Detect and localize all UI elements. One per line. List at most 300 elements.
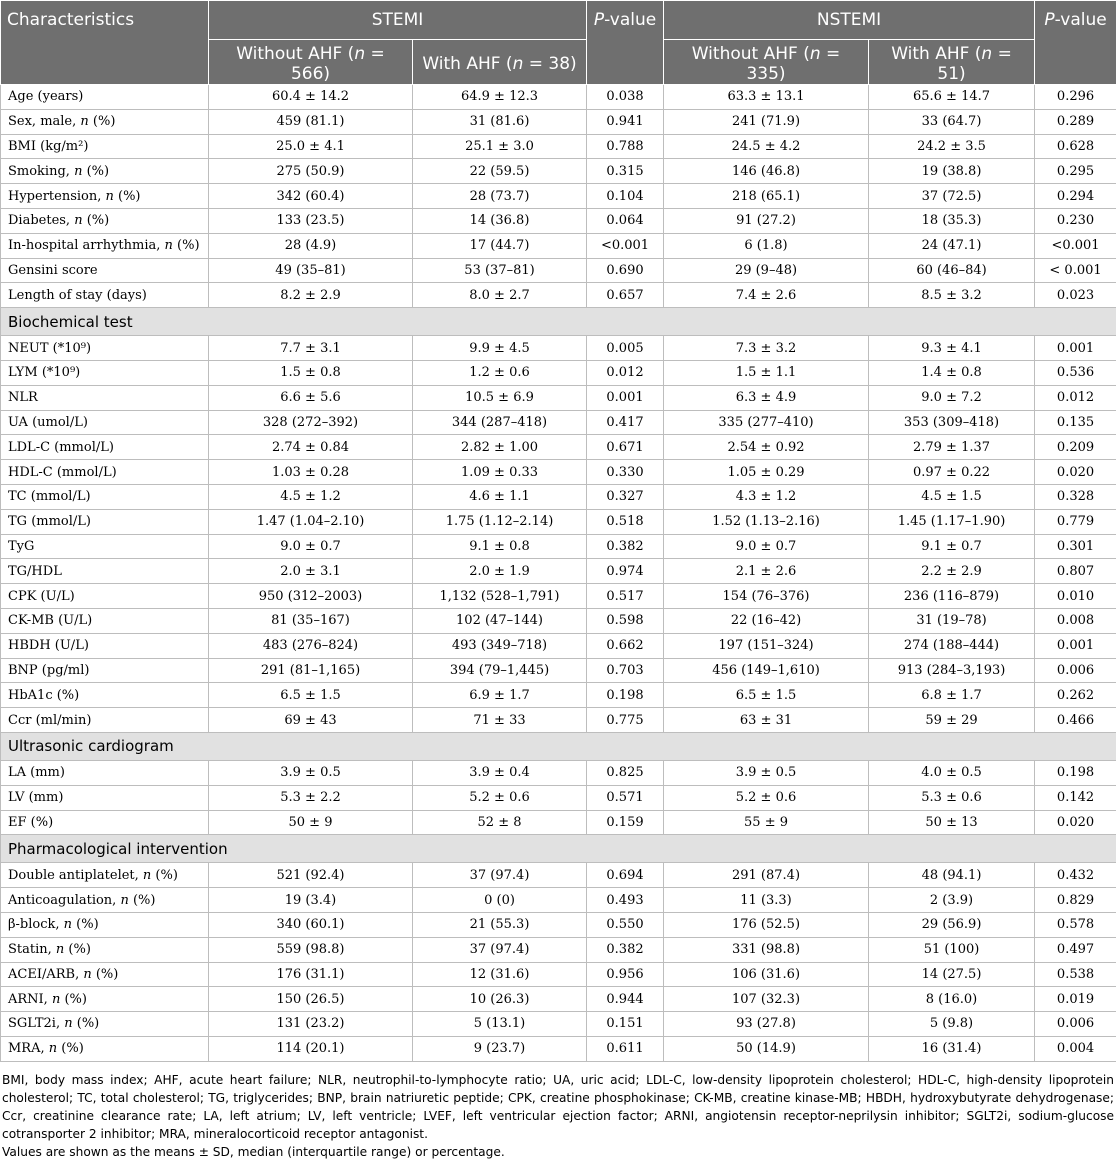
stemi-p-value: 0.330 <box>587 460 664 485</box>
stemi-without-ahf-value: 521 (92.4) <box>209 863 413 888</box>
nstemi-with-ahf-value: 60 (46–84) <box>869 258 1035 283</box>
nstemi-p-value: 0.289 <box>1035 109 1116 134</box>
nstemi-p-value: 0.578 <box>1035 912 1116 937</box>
row-label: ARNI, n (%) <box>1 987 209 1012</box>
stemi-p-value: 0.671 <box>587 435 664 460</box>
nstemi-with-ahf-value: 5.3 ± 0.6 <box>869 785 1035 810</box>
row-label: Gensini score <box>1 258 209 283</box>
stemi-without-ahf-value: 60.4 ± 14.2 <box>209 85 413 110</box>
nstemi-without-ahf-value: 4.3 ± 1.2 <box>664 484 869 509</box>
stemi-with-ahf-value: 12 (31.6) <box>413 962 587 987</box>
stemi-p-value: 0.315 <box>587 159 664 184</box>
table-row <box>1 85 1116 110</box>
nstemi-without-ahf-value: 55 ± 9 <box>664 810 869 835</box>
nstemi-with-ahf-value: 9.1 ± 0.7 <box>869 534 1035 559</box>
nstemi-without-ahf-value: 7.4 ± 2.6 <box>664 283 869 308</box>
stemi-with-ahf-value: 493 (349–718) <box>413 633 587 658</box>
stemi-with-ahf-value: 14 (36.8) <box>413 208 587 233</box>
section-title: Pharmacological intervention <box>1 835 1116 863</box>
stemi-with-ahf-value: 0 (0) <box>413 888 587 913</box>
table-body <box>1 85 1116 1062</box>
row-label: In-hospital arrhythmia, n (%) <box>1 233 209 258</box>
row-label: BNP (pg/ml) <box>1 658 209 683</box>
stemi-p-value: 0.690 <box>587 258 664 283</box>
stemi-without-ahf-value: 1.5 ± 0.8 <box>209 360 413 385</box>
row-label: SGLT2i, n (%) <box>1 1012 209 1037</box>
stemi-with-ahf-value: 2.82 ± 1.00 <box>413 435 587 460</box>
nstemi-without-ahf-value: 29 (9–48) <box>664 258 869 283</box>
stemi-p-value: 0.825 <box>587 760 664 785</box>
nstemi-without-ahf-value: 6.5 ± 1.5 <box>664 683 869 708</box>
nstemi-without-ahf-value: 1.5 ± 1.1 <box>664 360 869 385</box>
stemi-with-ahf-value: 53 (37–81) <box>413 258 587 283</box>
nstemi-without-ahf-value: 24.5 ± 4.2 <box>664 134 869 159</box>
nstemi-p-value: 0.779 <box>1035 509 1116 534</box>
nstemi-p-value: <0.001 <box>1035 233 1116 258</box>
nstemi-p-value: 0.536 <box>1035 360 1116 385</box>
table-row <box>1 658 1116 683</box>
nstemi-without-ahf-value: 63.3 ± 13.1 <box>664 85 869 110</box>
nstemi-p-value: 0.432 <box>1035 863 1116 888</box>
stemi-p-value: 0.417 <box>587 410 664 435</box>
stemi-with-ahf-value: 8.0 ± 2.7 <box>413 283 587 308</box>
section-header <box>1 732 1116 760</box>
stemi-with-ahf-value: 1.75 (1.12–2.14) <box>413 509 587 534</box>
nstemi-with-ahf-value: 5 (9.8) <box>869 1012 1035 1037</box>
stemi-without-ahf-value: 483 (276–824) <box>209 633 413 658</box>
row-label: UA (umol/L) <box>1 410 209 435</box>
row-label: Hypertension, n (%) <box>1 184 209 209</box>
stemi-p-value: 0.662 <box>587 633 664 658</box>
nstemi-without-ahf-value: 1.05 ± 0.29 <box>664 460 869 485</box>
stemi-without-ahf-value: 49 (35–81) <box>209 258 413 283</box>
stemi-with-ahf-value: 394 (79–1,445) <box>413 658 587 683</box>
table-row <box>1 336 1116 361</box>
nstemi-without-ahf-value: 50 (14.9) <box>664 1036 869 1061</box>
nstemi-without-ahf-value: 154 (76–376) <box>664 584 869 609</box>
table-row <box>1 509 1116 534</box>
section-title: Ultrasonic cardiogram <box>1 732 1116 760</box>
nstemi-without-ahf-value: 331 (98.8) <box>664 937 869 962</box>
nstemi-p-value: 0.006 <box>1035 1012 1116 1037</box>
nstemi-without-ahf-value: 3.9 ± 0.5 <box>664 760 869 785</box>
stemi-with-ahf-value: 1,132 (528–1,791) <box>413 584 587 609</box>
stemi-p-value: 0.598 <box>587 608 664 633</box>
table-row <box>1 159 1116 184</box>
nstemi-without-ahf-value: 6 (1.8) <box>664 233 869 258</box>
nstemi-p-value: 0.010 <box>1035 584 1116 609</box>
table-row <box>1 435 1116 460</box>
row-label: TC (mmol/L) <box>1 484 209 509</box>
stemi-with-ahf-value: 71 ± 33 <box>413 708 587 733</box>
stemi-without-ahf-value: 50 ± 9 <box>209 810 413 835</box>
nstemi-p-value: 0.020 <box>1035 460 1116 485</box>
nstemi-p-value: 0.262 <box>1035 683 1116 708</box>
stemi-with-ahf-value: 5 (13.1) <box>413 1012 587 1037</box>
stemi-without-ahf-value: 25.0 ± 4.1 <box>209 134 413 159</box>
pvalue-suffix: -value <box>1054 10 1107 30</box>
stemi-with-ahf-value: 31 (81.6) <box>413 109 587 134</box>
nstemi-with-ahf-value: 0.97 ± 0.22 <box>869 460 1035 485</box>
table-header <box>1 1 1116 85</box>
stemi-without-ahf-value: 559 (98.8) <box>209 937 413 962</box>
table-row <box>1 708 1116 733</box>
row-label: Diabetes, n (%) <box>1 208 209 233</box>
row-label: Anticoagulation, n (%) <box>1 888 209 913</box>
stemi-with-ahf-value: 52 ± 8 <box>413 810 587 835</box>
header-nstemi-with-ahf: With AHF (n = 51) <box>869 40 1035 85</box>
row-label: CPK (U/L) <box>1 584 209 609</box>
pvalue-p: P <box>1044 10 1055 30</box>
nstemi-without-ahf-value: 22 (16–42) <box>664 608 869 633</box>
stemi-p-value: 0.327 <box>587 484 664 509</box>
row-label: Smoking, n (%) <box>1 159 209 184</box>
stemi-without-ahf-value: 114 (20.1) <box>209 1036 413 1061</box>
table-row <box>1 1036 1116 1061</box>
nstemi-without-ahf-value: 9.0 ± 0.7 <box>664 534 869 559</box>
table-row <box>1 208 1116 233</box>
table-row <box>1 360 1116 385</box>
nstemi-with-ahf-value: 18 (35.3) <box>869 208 1035 233</box>
header-pvalue-stemi <box>587 1 664 85</box>
nstemi-without-ahf-value: 6.3 ± 4.9 <box>664 385 869 410</box>
stemi-without-ahf-value: 950 (312–2003) <box>209 584 413 609</box>
nstemi-with-ahf-value: 24 (47.1) <box>869 233 1035 258</box>
nstemi-p-value: 0.628 <box>1035 134 1116 159</box>
table-row <box>1 987 1116 1012</box>
row-label: Statin, n (%) <box>1 937 209 962</box>
nstemi-with-ahf-value: 14 (27.5) <box>869 962 1035 987</box>
header-nstemi-without-ahf: Without AHF (n = 335) <box>664 40 869 85</box>
table-row <box>1 410 1116 435</box>
table-footnotes <box>0 1062 1116 1161</box>
stemi-without-ahf-value: 150 (26.5) <box>209 987 413 1012</box>
stemi-with-ahf-value: 9.9 ± 4.5 <box>413 336 587 361</box>
nstemi-p-value: 0.230 <box>1035 208 1116 233</box>
nstemi-p-value: < 0.001 <box>1035 258 1116 283</box>
stemi-without-ahf-value: 131 (23.2) <box>209 1012 413 1037</box>
table-row <box>1 484 1116 509</box>
stemi-with-ahf-value: 10 (26.3) <box>413 987 587 1012</box>
nstemi-without-ahf-value: 241 (71.9) <box>664 109 869 134</box>
stemi-with-ahf-value: 21 (55.3) <box>413 912 587 937</box>
nstemi-without-ahf-value: 107 (32.3) <box>664 987 869 1012</box>
stemi-with-ahf-value: 17 (44.7) <box>413 233 587 258</box>
stemi-p-value: 0.788 <box>587 134 664 159</box>
header-pvalue-nstemi <box>1035 1 1116 85</box>
row-label: LYM (*10⁹) <box>1 360 209 385</box>
row-label: Length of stay (days) <box>1 283 209 308</box>
row-label: TG (mmol/L) <box>1 509 209 534</box>
nstemi-with-ahf-value: 274 (188–444) <box>869 633 1035 658</box>
table-row <box>1 912 1116 937</box>
row-label: HBDH (U/L) <box>1 633 209 658</box>
row-label: BMI (kg/m²) <box>1 134 209 159</box>
pvalue-suffix: -value <box>604 10 657 30</box>
table-row <box>1 258 1116 283</box>
nstemi-p-value: 0.019 <box>1035 987 1116 1012</box>
stemi-p-value: 0.941 <box>587 109 664 134</box>
nstemi-p-value: 0.209 <box>1035 435 1116 460</box>
nstemi-with-ahf-value: 31 (19–78) <box>869 608 1035 633</box>
stemi-with-ahf-value: 3.9 ± 0.4 <box>413 760 587 785</box>
nstemi-without-ahf-value: 11 (3.3) <box>664 888 869 913</box>
stemi-without-ahf-value: 7.7 ± 3.1 <box>209 336 413 361</box>
stemi-with-ahf-value: 9.1 ± 0.8 <box>413 534 587 559</box>
nstemi-p-value: 0.012 <box>1035 385 1116 410</box>
stemi-p-value: 0.104 <box>587 184 664 209</box>
nstemi-p-value: 0.020 <box>1035 810 1116 835</box>
table-row <box>1 283 1116 308</box>
table-row <box>1 584 1116 609</box>
nstemi-p-value: 0.295 <box>1035 159 1116 184</box>
stemi-without-ahf-value: 6.6 ± 5.6 <box>209 385 413 410</box>
table-row <box>1 937 1116 962</box>
stemi-without-ahf-value: 5.3 ± 2.2 <box>209 785 413 810</box>
row-label: EF (%) <box>1 810 209 835</box>
nstemi-with-ahf-value: 2 (3.9) <box>869 888 1035 913</box>
stemi-without-ahf-value: 28 (4.9) <box>209 233 413 258</box>
stemi-without-ahf-value: 176 (31.1) <box>209 962 413 987</box>
nstemi-p-value: 0.466 <box>1035 708 1116 733</box>
nstemi-with-ahf-value: 913 (284–3,193) <box>869 658 1035 683</box>
table-row <box>1 559 1116 584</box>
nstemi-with-ahf-value: 1.45 (1.17–1.90) <box>869 509 1035 534</box>
nstemi-with-ahf-value: 6.8 ± 1.7 <box>869 683 1035 708</box>
stemi-with-ahf-value: 5.2 ± 0.6 <box>413 785 587 810</box>
nstemi-p-value: 0.023 <box>1035 283 1116 308</box>
nstemi-without-ahf-value: 197 (151–324) <box>664 633 869 658</box>
row-label: Age (years) <box>1 85 209 110</box>
stemi-p-value: 0.571 <box>587 785 664 810</box>
nstemi-without-ahf-value: 2.54 ± 0.92 <box>664 435 869 460</box>
stemi-p-value: 0.012 <box>587 360 664 385</box>
nstemi-with-ahf-value: 4.0 ± 0.5 <box>869 760 1035 785</box>
nstemi-with-ahf-value: 19 (38.8) <box>869 159 1035 184</box>
nstemi-with-ahf-value: 16 (31.4) <box>869 1036 1035 1061</box>
stemi-without-ahf-value: 275 (50.9) <box>209 159 413 184</box>
stemi-without-ahf-value: 340 (60.1) <box>209 912 413 937</box>
nstemi-without-ahf-value: 5.2 ± 0.6 <box>664 785 869 810</box>
stemi-with-ahf-value: 9 (23.7) <box>413 1036 587 1061</box>
table-row <box>1 1012 1116 1037</box>
table-row <box>1 233 1116 258</box>
stemi-p-value: 0.517 <box>587 584 664 609</box>
nstemi-p-value: 0.008 <box>1035 608 1116 633</box>
header-stemi-with-ahf: With AHF (n = 38) <box>413 40 587 85</box>
table-row <box>1 109 1116 134</box>
nstemi-p-value: 0.301 <box>1035 534 1116 559</box>
nstemi-p-value: 0.001 <box>1035 633 1116 658</box>
nstemi-p-value: 0.198 <box>1035 760 1116 785</box>
row-label: TyG <box>1 534 209 559</box>
table-row <box>1 385 1116 410</box>
stemi-p-value: 0.151 <box>587 1012 664 1037</box>
stemi-p-value: 0.001 <box>587 385 664 410</box>
row-label: LV (mm) <box>1 785 209 810</box>
nstemi-with-ahf-value: 50 ± 13 <box>869 810 1035 835</box>
nstemi-with-ahf-value: 33 (64.7) <box>869 109 1035 134</box>
section-header <box>1 308 1116 336</box>
row-label: LDL-C (mmol/L) <box>1 435 209 460</box>
row-label: Double antiplatelet, n (%) <box>1 863 209 888</box>
table-row <box>1 810 1116 835</box>
stemi-with-ahf-value: 1.09 ± 0.33 <box>413 460 587 485</box>
nstemi-with-ahf-value: 8 (16.0) <box>869 987 1035 1012</box>
nstemi-without-ahf-value: 63 ± 31 <box>664 708 869 733</box>
stemi-with-ahf-value: 37 (97.4) <box>413 937 587 962</box>
table-row <box>1 760 1116 785</box>
nstemi-with-ahf-value: 4.5 ± 1.5 <box>869 484 1035 509</box>
nstemi-with-ahf-value: 9.3 ± 4.1 <box>869 336 1035 361</box>
stemi-with-ahf-value: 10.5 ± 6.9 <box>413 385 587 410</box>
stemi-without-ahf-value: 8.2 ± 2.9 <box>209 283 413 308</box>
nstemi-p-value: 0.328 <box>1035 484 1116 509</box>
nstemi-p-value: 0.135 <box>1035 410 1116 435</box>
nstemi-p-value: 0.829 <box>1035 888 1116 913</box>
stemi-with-ahf-value: 22 (59.5) <box>413 159 587 184</box>
stemi-p-value: 0.974 <box>587 559 664 584</box>
stemi-with-ahf-value: 6.9 ± 1.7 <box>413 683 587 708</box>
nstemi-with-ahf-value: 65.6 ± 14.7 <box>869 85 1035 110</box>
table-row <box>1 785 1116 810</box>
stemi-without-ahf-value: 2.0 ± 3.1 <box>209 559 413 584</box>
stemi-without-ahf-value: 1.03 ± 0.28 <box>209 460 413 485</box>
table-row <box>1 888 1116 913</box>
stemi-p-value: 0.611 <box>587 1036 664 1061</box>
row-label: TG/HDL <box>1 559 209 584</box>
stemi-p-value: 0.518 <box>587 509 664 534</box>
nstemi-with-ahf-value: 29 (56.9) <box>869 912 1035 937</box>
table-row <box>1 460 1116 485</box>
nstemi-with-ahf-value: 9.0 ± 7.2 <box>869 385 1035 410</box>
stemi-without-ahf-value: 81 (35–167) <box>209 608 413 633</box>
stemi-p-value: 0.694 <box>587 863 664 888</box>
row-label: ACEI/ARB, n (%) <box>1 962 209 987</box>
stemi-with-ahf-value: 1.2 ± 0.6 <box>413 360 587 385</box>
stemi-p-value: 0.198 <box>587 683 664 708</box>
table-row <box>1 134 1116 159</box>
stemi-without-ahf-value: 342 (60.4) <box>209 184 413 209</box>
stemi-without-ahf-value: 2.74 ± 0.84 <box>209 435 413 460</box>
nstemi-p-value: 0.142 <box>1035 785 1116 810</box>
nstemi-p-value: 0.538 <box>1035 962 1116 987</box>
stemi-without-ahf-value: 459 (81.1) <box>209 109 413 134</box>
nstemi-without-ahf-value: 93 (27.8) <box>664 1012 869 1037</box>
stemi-with-ahf-value: 28 (73.7) <box>413 184 587 209</box>
stemi-p-value: 0.657 <box>587 283 664 308</box>
stemi-p-value: 0.159 <box>587 810 664 835</box>
row-label: MRA, n (%) <box>1 1036 209 1061</box>
stemi-with-ahf-value: 25.1 ± 3.0 <box>413 134 587 159</box>
header-stemi: STEMI <box>209 1 587 40</box>
stemi-p-value: 0.493 <box>587 888 664 913</box>
pvalue-p: P <box>593 10 605 30</box>
nstemi-p-value: 0.296 <box>1035 85 1116 110</box>
header-characteristics: Characteristics <box>1 1 209 85</box>
nstemi-without-ahf-value: 7.3 ± 3.2 <box>664 336 869 361</box>
row-label: HbA1c (%) <box>1 683 209 708</box>
stemi-with-ahf-value: 37 (97.4) <box>413 863 587 888</box>
nstemi-p-value: 0.004 <box>1035 1036 1116 1061</box>
stemi-without-ahf-value: 291 (81–1,165) <box>209 658 413 683</box>
nstemi-with-ahf-value: 1.4 ± 0.8 <box>869 360 1035 385</box>
stemi-p-value: 0.703 <box>587 658 664 683</box>
nstemi-with-ahf-value: 2.79 ± 1.37 <box>869 435 1035 460</box>
nstemi-with-ahf-value: 59 ± 29 <box>869 708 1035 733</box>
nstemi-with-ahf-value: 51 (100) <box>869 937 1035 962</box>
footnote-values: Values are shown as the means ± SD, median (interquartile range) or percentage. <box>2 1144 505 1159</box>
row-label: β-block, n (%) <box>1 912 209 937</box>
nstemi-p-value: 0.807 <box>1035 559 1116 584</box>
stemi-with-ahf-value: 2.0 ± 1.9 <box>413 559 587 584</box>
stemi-with-ahf-value: 64.9 ± 12.3 <box>413 85 587 110</box>
stemi-without-ahf-value: 19 (3.4) <box>209 888 413 913</box>
nstemi-without-ahf-value: 456 (149–1,610) <box>664 658 869 683</box>
nstemi-with-ahf-value: 236 (116–879) <box>869 584 1035 609</box>
nstemi-with-ahf-value: 48 (94.1) <box>869 863 1035 888</box>
nstemi-p-value: 0.497 <box>1035 937 1116 962</box>
footnote-abbreviations: BMI, body mass index; AHF, acute heart failure; NLR, neutrophil-to-lymphocyte ratio; UA, uric acid; LDL-C, low-density lipoprotein cholesterol; HDL-C, high-density lipoprotein cholesterol; TC, total cholesterol; TG, triglycerides; BNP, brain natriuretic peptide; CPK, creatine phosphokinase; CK-MB, creatine kinase-MB; HBDH, hydroxybutyrate dehydrogenase; Ccr, creatinine clearance rate; LA, left atrium; LV, left ventricle; LVEF, left ventricular ejection factor; ARNI, angiotensin receptor-neprilysin inhibitor; SGLT2i, sodium-glucose cotransporter 2 inhibitor; MRA, mineralocorticoid receptor antagonist. <box>2 1072 1114 1141</box>
table-row <box>1 534 1116 559</box>
nstemi-without-ahf-value: 91 (27.2) <box>664 208 869 233</box>
table-row <box>1 633 1116 658</box>
table-row <box>1 863 1116 888</box>
stemi-p-value: 0.944 <box>587 987 664 1012</box>
stemi-without-ahf-value: 6.5 ± 1.5 <box>209 683 413 708</box>
row-label: NEUT (*10⁹) <box>1 336 209 361</box>
nstemi-p-value: 0.006 <box>1035 658 1116 683</box>
stemi-p-value: 0.382 <box>587 937 664 962</box>
table-row <box>1 962 1116 987</box>
row-label: CK-MB (U/L) <box>1 608 209 633</box>
stemi-with-ahf-value: 102 (47–144) <box>413 608 587 633</box>
nstemi-without-ahf-value: 218 (65.1) <box>664 184 869 209</box>
stemi-p-value: 0.956 <box>587 962 664 987</box>
stemi-p-value: 0.064 <box>587 208 664 233</box>
nstemi-p-value: 0.294 <box>1035 184 1116 209</box>
row-label: Ccr (ml/min) <box>1 708 209 733</box>
row-label: Sex, male, n (%) <box>1 109 209 134</box>
header-nstemi: NSTEMI <box>664 1 1035 40</box>
nstemi-without-ahf-value: 106 (31.6) <box>664 962 869 987</box>
nstemi-with-ahf-value: 353 (309–418) <box>869 410 1035 435</box>
stemi-without-ahf-value: 133 (23.5) <box>209 208 413 233</box>
stemi-with-ahf-value: 344 (287–418) <box>413 410 587 435</box>
nstemi-p-value: 0.001 <box>1035 336 1116 361</box>
stemi-with-ahf-value: 4.6 ± 1.1 <box>413 484 587 509</box>
nstemi-without-ahf-value: 1.52 (1.13–2.16) <box>664 509 869 534</box>
row-label: LA (mm) <box>1 760 209 785</box>
table-row <box>1 608 1116 633</box>
stemi-without-ahf-value: 3.9 ± 0.5 <box>209 760 413 785</box>
stemi-without-ahf-value: 69 ± 43 <box>209 708 413 733</box>
section-title: Biochemical test <box>1 308 1116 336</box>
nstemi-without-ahf-value: 2.1 ± 2.6 <box>664 559 869 584</box>
stemi-p-value: 0.382 <box>587 534 664 559</box>
stemi-p-value: <0.001 <box>587 233 664 258</box>
stemi-without-ahf-value: 9.0 ± 0.7 <box>209 534 413 559</box>
nstemi-without-ahf-value: 291 (87.4) <box>664 863 869 888</box>
stemi-p-value: 0.775 <box>587 708 664 733</box>
nstemi-with-ahf-value: 37 (72.5) <box>869 184 1035 209</box>
stemi-without-ahf-value: 4.5 ± 1.2 <box>209 484 413 509</box>
stemi-without-ahf-value: 1.47 (1.04–2.10) <box>209 509 413 534</box>
nstemi-with-ahf-value: 8.5 ± 3.2 <box>869 283 1035 308</box>
row-label: NLR <box>1 385 209 410</box>
table-row <box>1 683 1116 708</box>
section-header <box>1 835 1116 863</box>
